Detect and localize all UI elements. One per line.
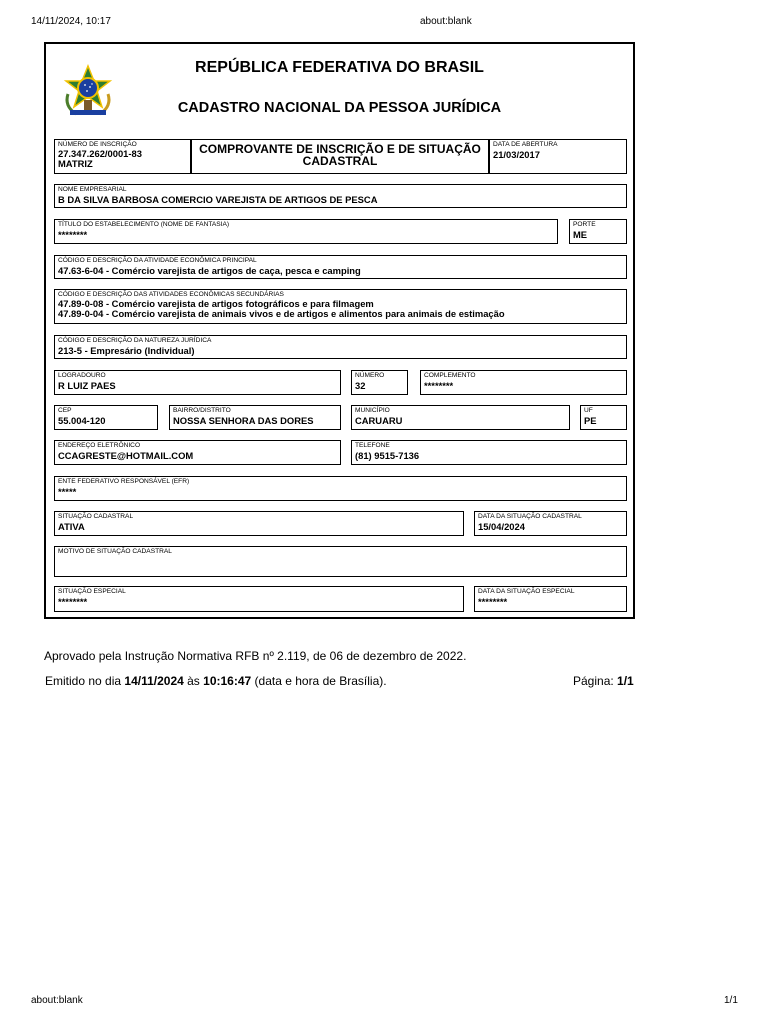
atividade-principal-label: CÓDIGO E DESCRIÇÃO DA ATIVIDADE ECONÔMICA PRINCIPAL	[58, 257, 257, 264]
numero-value: 32	[355, 380, 366, 391]
situacao-especial-label: SITUAÇÃO ESPECIAL	[58, 588, 126, 595]
data-situacao-cadastral-label: DATA DA SITUAÇÃO CADASTRAL	[478, 513, 582, 520]
document-subtitle: CADASTRO NACIONAL DA PESSOA JURÍDICA	[177, 100, 502, 116]
emission-note	[45, 674, 387, 688]
bairro-label: BAIRRO/DISTRITO	[173, 407, 231, 414]
uf-value: PE	[584, 415, 597, 426]
situacao-cadastral-box	[54, 511, 464, 536]
telefone-label: TELEFONE	[355, 442, 390, 449]
email-value: CCAGRESTE@HOTMAIL.COM	[58, 450, 194, 461]
situacao-cadastral-value: ATIVA	[58, 521, 85, 532]
bairro-box	[169, 405, 341, 430]
motivo-situacao-label: MOTIVO DE SITUAÇÃO CADASTRAL	[58, 548, 172, 555]
atividade-secundaria-2: 47.89-0-04 - Comércio varejista de animais vivos e de artigos e alimentos para animais de estimação	[58, 308, 505, 319]
email-label: ENDEREÇO ELETRÔNICO	[58, 442, 141, 449]
municipio-box	[351, 405, 570, 430]
natureza-juridica-value: 213-5 - Empresário (Individual)	[58, 345, 195, 356]
complemento-value: ********	[424, 380, 454, 391]
emission-date: 14/11/2024	[124, 674, 184, 688]
comprovante-title: COMPROVANTE DE INSCRIÇÃO E DE SITUAÇÃO CADASTRAL	[199, 142, 481, 168]
porte-value: ME	[573, 229, 588, 240]
data-situacao-especial-value: ********	[478, 596, 508, 607]
nome-empresarial-box	[54, 184, 627, 208]
efr-label: ENTE FEDERATIVO RESPONSÁVEL (EFR)	[58, 478, 190, 485]
municipio-label: MUNICÍPIO	[355, 407, 390, 414]
email-box	[54, 440, 341, 465]
motivo-situacao-box	[54, 546, 627, 577]
document-title: REPÚBLICA FEDERATIVA DO BRASIL	[195, 59, 484, 76]
cnpj-document	[44, 42, 635, 619]
numero-label: NÚMERO	[355, 372, 385, 379]
comprovante-title-box	[191, 139, 489, 174]
natureza-juridica-label: CÓDIGO E DESCRIÇÃO DA NATUREZA JURÍDICA	[58, 337, 212, 344]
bairro-value: NOSSA SENHORA DAS DORES	[173, 415, 314, 426]
data-situacao-cadastral-box	[474, 511, 627, 536]
titulo-estabelecimento-box	[54, 219, 558, 244]
data-situacao-especial-label: DATA DA SITUAÇÃO ESPECIAL	[478, 588, 575, 595]
nome-empresarial-value: B DA SILVA BARBOSA COMERCIO VAREJISTA DE ARTIGOS DE PESCA	[58, 194, 378, 205]
print-footer-url: about:blank	[31, 995, 83, 1006]
atividade-secundaria-1: 47.89-0-08 - Comércio varejista de artigos fotográficos e para filmagem	[58, 298, 374, 309]
complemento-box	[420, 370, 627, 395]
logradouro-box	[54, 370, 341, 395]
atividades-secundarias-label: CÓDIGO E DESCRIÇÃO DAS ATIVIDADES ECONÔMICAS SECUNDÁRIAS	[58, 291, 284, 298]
cep-label: CEP	[58, 407, 72, 414]
page-indicator	[573, 674, 634, 688]
logradouro-label: LOGRADOURO	[58, 372, 106, 379]
numero-inscricao-tipo: MATRIZ	[58, 158, 93, 169]
data-situacao-especial-box	[474, 586, 627, 612]
situacao-especial-box	[54, 586, 464, 612]
emission-prefix: Emitido no dia	[45, 674, 125, 688]
data-abertura-value: 21/03/2017	[493, 149, 540, 160]
uf-box	[580, 405, 627, 430]
situacao-especial-value: ********	[58, 596, 88, 607]
logradouro-value: R LUIZ PAES	[58, 380, 116, 391]
print-footer-pages: 1/1	[724, 995, 738, 1006]
atividade-principal-box	[54, 255, 627, 279]
print-header-title: about:blank	[420, 16, 472, 27]
natureza-juridica-box	[54, 335, 627, 359]
atividade-principal-value: 47.63-6-04 - Comércio varejista de artigos de caça, pesca e camping	[58, 265, 361, 276]
data-situacao-cadastral-value: 15/04/2024	[478, 521, 525, 532]
porte-box	[569, 219, 627, 244]
efr-value: *****	[58, 486, 77, 497]
emission-suffix: (data e hora de Brasília).	[251, 674, 387, 688]
titulo-estabelecimento-value: ********	[58, 229, 88, 240]
numero-inscricao-value: 27.347.262/0001-83	[58, 148, 142, 159]
complemento-label: COMPLEMENTO	[424, 372, 476, 379]
numero-inscricao-box	[54, 139, 191, 174]
page-value: 1/1	[617, 674, 634, 688]
page-label: Página:	[573, 674, 618, 688]
atividades-secundarias-box	[54, 289, 627, 324]
emission-mid: às	[183, 674, 204, 688]
data-abertura-label: DATA DE ABERTURA	[493, 141, 558, 148]
cep-value: 55.004-120	[58, 415, 106, 426]
titulo-estabelecimento-label: TÍTULO DO ESTABELECIMENTO (NOME DE FANTASIA)	[58, 221, 230, 228]
porte-label: PORTE	[573, 221, 596, 228]
uf-label: UF	[584, 407, 593, 414]
nome-empresarial-label: NOME EMPRESARIAL	[58, 186, 127, 193]
print-header-datetime: 14/11/2024, 10:17	[31, 16, 111, 27]
situacao-cadastral-label: SITUAÇÃO CADASTRAL	[58, 513, 134, 520]
numero-inscricao-label: NÚMERO DE INSCRIÇÃO	[58, 141, 137, 148]
municipio-value: CARUARU	[355, 415, 403, 426]
approval-note: Aprovado pela Instrução Normativa RFB nº 2.119, de 06 de dezembro de 2022.	[44, 649, 467, 663]
data-abertura-box	[489, 139, 627, 174]
telefone-box	[351, 440, 627, 465]
numero-box	[351, 370, 408, 395]
cep-box	[54, 405, 158, 430]
efr-box	[54, 476, 627, 501]
emission-time: 10:16:47	[203, 674, 252, 688]
telefone-value: (81) 9515-7136	[355, 450, 420, 461]
